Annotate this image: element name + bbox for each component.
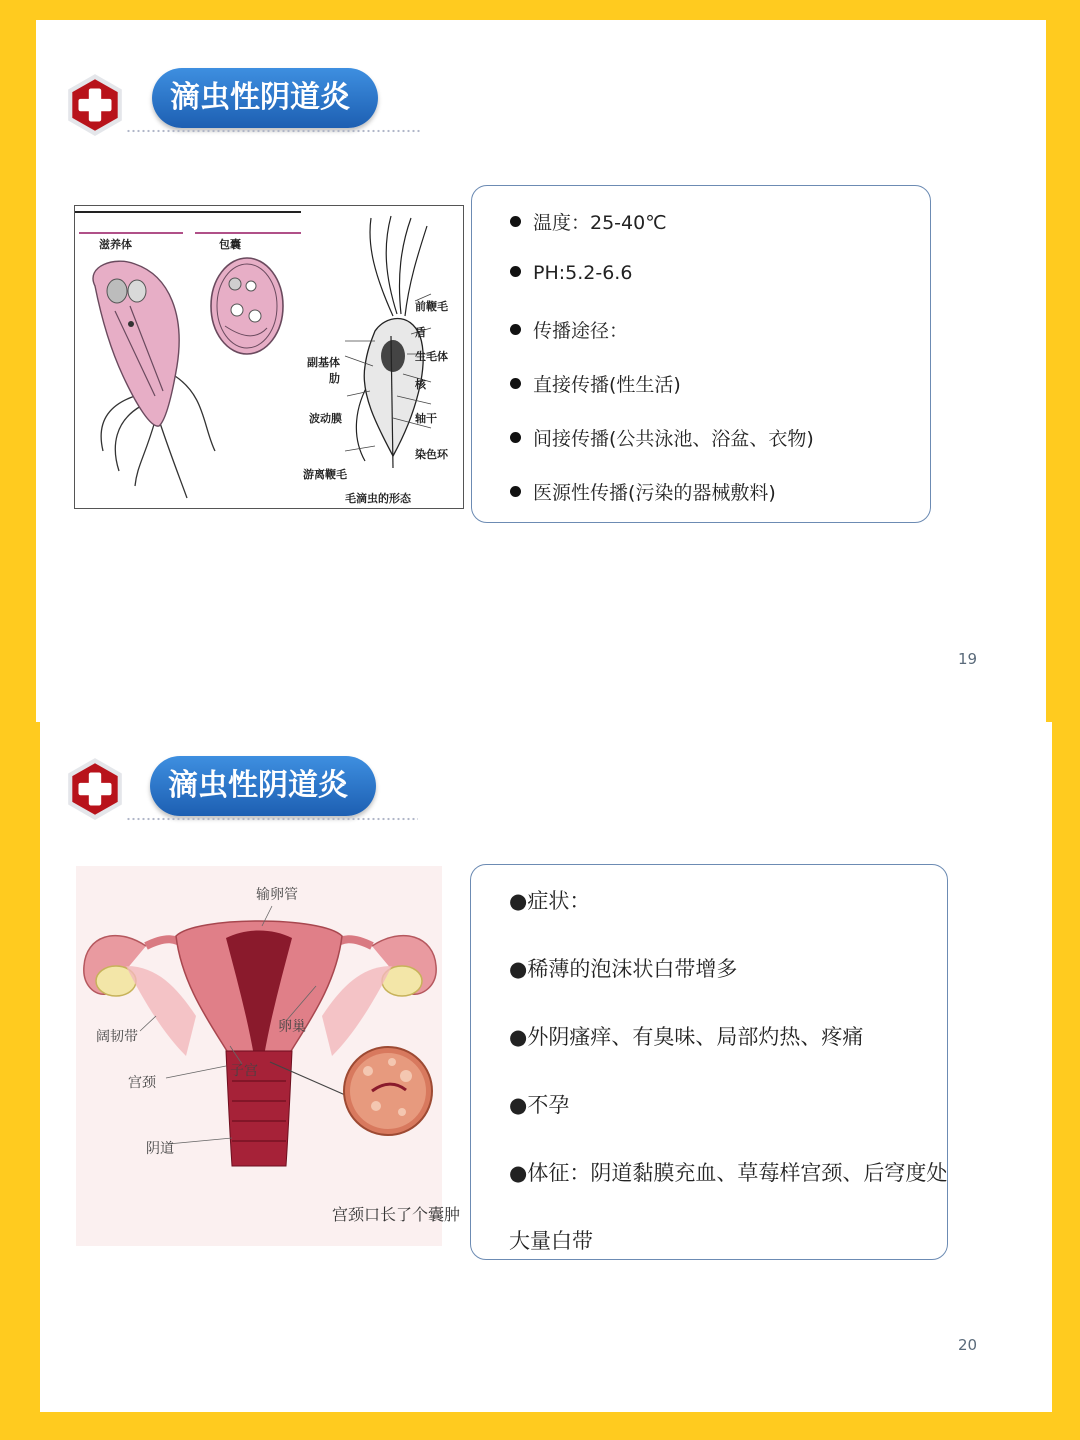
label-fallopian-tube: 输卵管	[256, 887, 298, 903]
symptom-item: ●稀薄的泡沫状白带增多	[509, 957, 738, 981]
label-cyst: 包囊	[219, 238, 241, 251]
symptom-item: ●症状：	[509, 889, 591, 913]
title-underline	[126, 816, 418, 822]
label-vagina: 阴道	[146, 1141, 174, 1157]
page-number: 20	[958, 1336, 978, 1354]
info-box	[470, 864, 948, 1260]
figure-caption: 宫颈口长了个囊肿	[332, 1205, 461, 1224]
uterus-drawing	[76, 866, 442, 1246]
label-broad-ligament: 阔韧带	[96, 1029, 138, 1045]
bullet-item: 直接传播(性生活)	[510, 370, 681, 397]
slide-header	[62, 754, 442, 838]
bullet-dot-icon	[510, 432, 521, 443]
bullet-dot-icon	[510, 378, 521, 389]
label-uterus: 子宫	[230, 1063, 258, 1079]
slide-19	[36, 20, 1046, 722]
label-parabasal-body: 副基体	[307, 356, 340, 369]
trichomonas-drawing	[75, 206, 463, 508]
label-nucleus: 核	[415, 378, 426, 391]
bullet-item: 医源性传播(污染的器械敷料)	[510, 478, 776, 505]
title-underline	[126, 128, 422, 134]
symptom-item: ●不孕	[509, 1093, 570, 1117]
label-cervix: 宫颈	[128, 1075, 156, 1091]
page-number: 19	[958, 650, 978, 668]
bullet-item: PH:5.2-6.6	[510, 262, 632, 284]
bullet-item: 间接传播(公共泳池、浴盆、衣物)	[510, 424, 814, 451]
symptom-item: 大量白带	[509, 1229, 593, 1253]
bullet-item: 温度：25-40℃	[510, 208, 667, 235]
symptom-item: ●外阴瘙痒、有臭味、局部灼热、疼痛	[509, 1025, 864, 1049]
label-undulating-membrane: 波动膜	[309, 412, 342, 425]
page-title: 滴虫性阴道炎	[152, 68, 378, 128]
label-costa: 肋	[329, 372, 340, 385]
label-free-flagellum: 游离鞭毛	[303, 468, 347, 481]
label-chromatic-ring: 染色环	[415, 448, 448, 461]
bullet-dot-icon	[510, 324, 521, 335]
label-blepharoplast: 生毛体	[415, 350, 448, 363]
label-axostyle: 轴干	[415, 412, 437, 425]
slide-header	[62, 68, 442, 152]
symptom-item: ●体征：阴道黏膜充血、草莓样宫颈、后穹度处	[509, 1161, 948, 1185]
bullet-dot-icon	[510, 216, 521, 227]
page-title: 滴虫性阴道炎	[150, 756, 376, 816]
label-trophozoite: 滋养体	[99, 238, 132, 251]
slide-20	[40, 722, 1052, 1412]
uterus-figure	[76, 866, 461, 1246]
bullet-dot-icon	[510, 266, 521, 277]
bullet-item: 传播途径：	[510, 316, 628, 343]
label-shield: 盾	[415, 326, 426, 339]
bullet-dot-icon	[510, 486, 521, 497]
info-box	[471, 185, 931, 523]
label-ovary: 卵巢	[278, 1019, 306, 1035]
figure-caption: 毛滴虫的形态	[345, 492, 411, 505]
trichomonas-figure	[74, 205, 464, 509]
label-anterior-flagella: 前鞭毛	[415, 300, 448, 313]
medical-cross-icon	[62, 72, 128, 138]
medical-cross-icon	[62, 756, 128, 822]
